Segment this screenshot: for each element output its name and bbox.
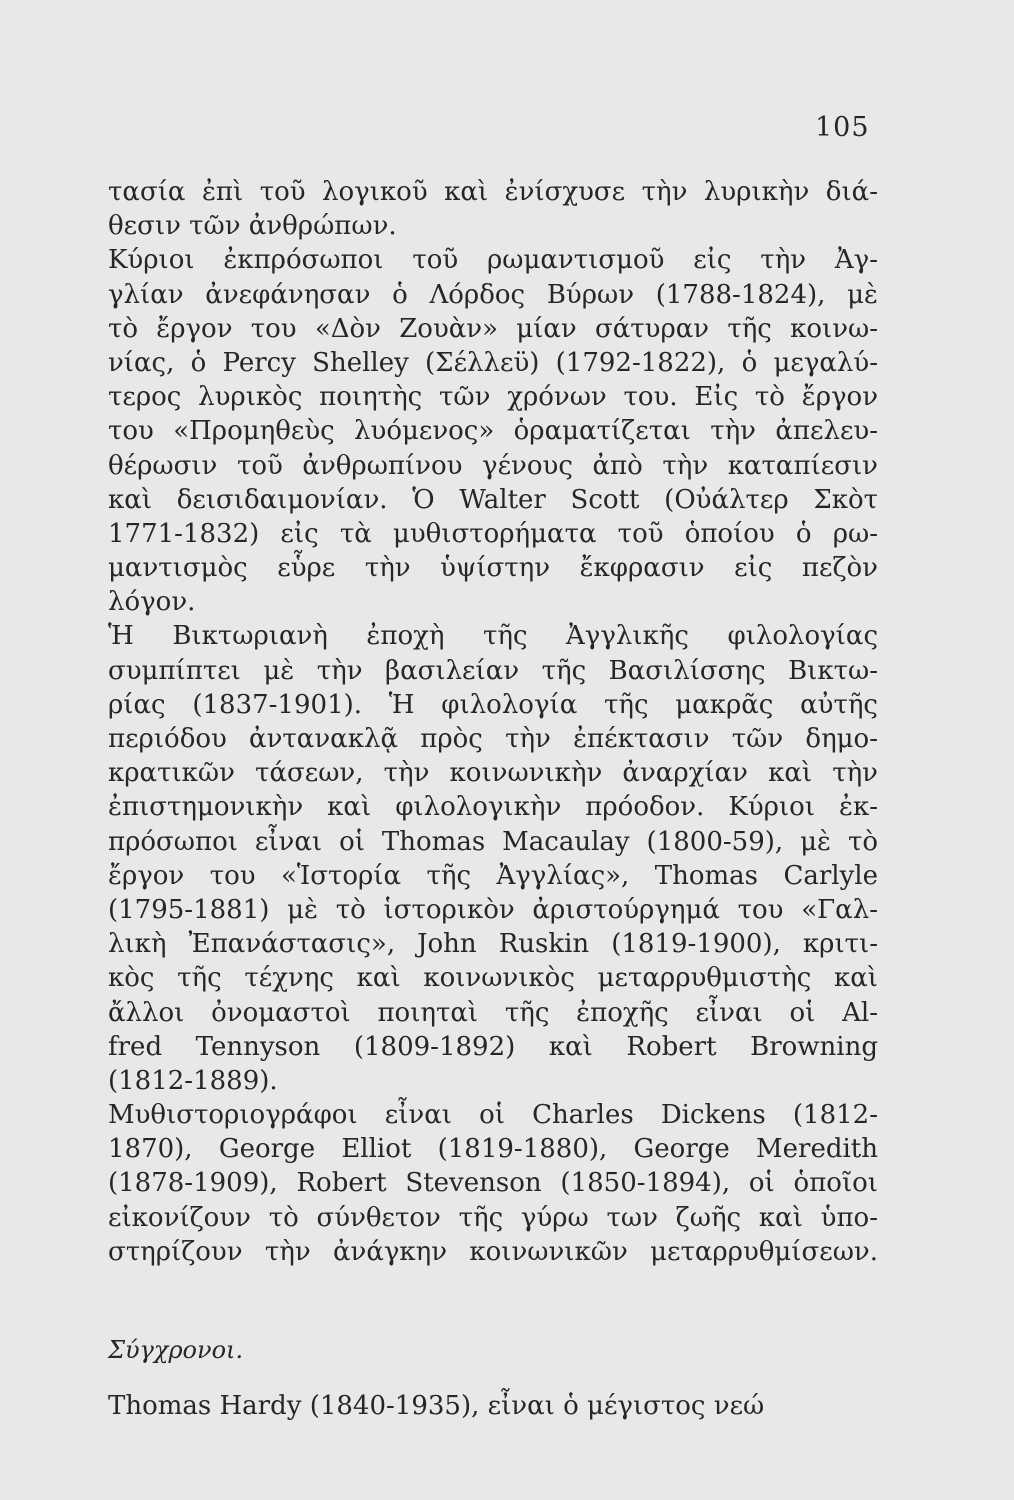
text-line: στηρίζουν τὴν ἀνάγκην κοινωνικῶν μεταρρυθμίσεων. <box>108 1236 878 1267</box>
paragraph-lines <box>108 175 878 1269</box>
text-line: γλίαν ἀνεφάνησαν ὁ Λόρδος Βύρων (1788-1824), μὲ <box>108 279 878 310</box>
text-line: ἐπιστημονικὴν καὶ φιλολογικὴν πρόοδον. Κύριοι ἐκ- <box>108 792 878 823</box>
text-line: θέρωσιν τοῦ ἀνθρωπίνου γένους ἀπὸ τὴν καταπίεσιν <box>108 450 878 481</box>
text-line: λικὴ Ἐπανάστασις», John Ruskin (1819-1900), κριτι- <box>108 929 878 960</box>
text-line: 1771-1832) εἰς τὰ μυθιστορήματα τοῦ ὁποίου ὁ ρω- <box>108 518 878 549</box>
text-line: θεσιν τῶν ἀνθρώπων. <box>108 211 397 242</box>
text-line: πρόσωποι εἶναι οἱ Thomas Macaulay (1800-59), μὲ τὸ <box>108 826 878 857</box>
text-line: περιόδου ἀντανακλᾷ πρὸς τὴν ἐπέκτασιν τῶν δημο- <box>108 724 878 754</box>
text-line: καὶ δεισιδαιμονίαν. Ὁ Walter Scott (Οὐάλτερ Σκὸτ <box>108 484 878 515</box>
text-line: (1795-1881) μὲ τὸ ἱστορικὸν ἀριστούργημά του «Γαλ- <box>108 894 878 925</box>
text-line: ἔργον του «Ἱστορία τῆς Ἀγγλίας», Thomas Carlyle <box>108 860 878 891</box>
text-line: εἰκονίζουν τὸ σύνθετον τῆς γύρω των ζωῆς καὶ ὑπο- <box>108 1202 878 1233</box>
text-line: (1812-1889). <box>108 1065 278 1096</box>
text-line: κὸς τῆς τέχνης καὶ κοινωνικὸς μεταρρυθμιστὴς καὶ <box>108 963 878 994</box>
text-line: λόγον. <box>108 587 196 618</box>
text-line: ἄλλοι ὀνομαστοὶ ποιηταὶ τῆς ἐποχῆς εἶναι οἱ Al- <box>108 997 878 1028</box>
text-line: μαντισμὸς εὗρε τὴν ὑψίστην ἔκφρασιν εἰς πεζὸν <box>108 553 878 584</box>
text-line: συμπίπτει μὲ τὴν βασιλείαν τῆς Βασιλίσσης Βικτω- <box>108 655 878 686</box>
text-line: 1870), George Elliot (1819-1880), George Meredith <box>108 1134 878 1165</box>
text-line: Ἡ Βικτωριανὴ ἐποχὴ τῆς Ἀγγλικῆς φιλολογίας <box>108 621 878 652</box>
text-line: Κύριοι ἐκπρόσωποι τοῦ ρωμαντισμοῦ εἰς τὴν Ἀγ- <box>108 245 878 276</box>
text-line: τασία ἐπὶ τοῦ λογικοῦ καὶ ἐνίσχυσε τὴν λυρικὴν διά- <box>108 177 878 207</box>
section-subheading: Σύγχρονοι. <box>108 1336 244 1364</box>
final-line: Thomas Hardy (1840-1935), εἶναι ὁ μέγιστος νεώ <box>108 1391 765 1422</box>
text-line: νίας, ὁ Percy Shelley (Σέλλεϋ) (1792-1822), ὁ μεγαλύ- <box>108 347 878 378</box>
body-text <box>108 175 878 1423</box>
text-line: τερος λυρικὸς ποιητὴς τῶν χρόνων του. Εἰς τὸ ἔργον <box>108 382 878 413</box>
text-line: ρίας (1837-1901). Ἡ φιλολογία τῆς μακρᾶς αὐτῆς <box>108 689 878 720</box>
text-line: Μυθιστοριογράφοι εἶναι οἱ Charles Dickens (1812- <box>108 1100 878 1131</box>
text-line: fred Tennyson (1809-1892) καὶ Robert Browning <box>108 1031 878 1062</box>
text-line: (1878-1909), Robert Stevenson (1850-1894), οἱ ὁποῖοι <box>108 1168 878 1199</box>
page-number: 105 <box>815 112 870 143</box>
section-gap <box>108 1269 878 1333</box>
text-line: κρατικῶν τάσεων, τὴν κοινωνικὴν ἀναρχίαν καὶ τὴν <box>108 758 878 789</box>
text-line: του «Προμηθεὺς λυόμενος» ὁραματίζεται τὴν ἀπελευ- <box>108 416 878 447</box>
text-line: τὸ ἔργον του «Δὸν Ζουὰν» μίαν σάτυραν τῆς κοινω- <box>108 313 878 344</box>
